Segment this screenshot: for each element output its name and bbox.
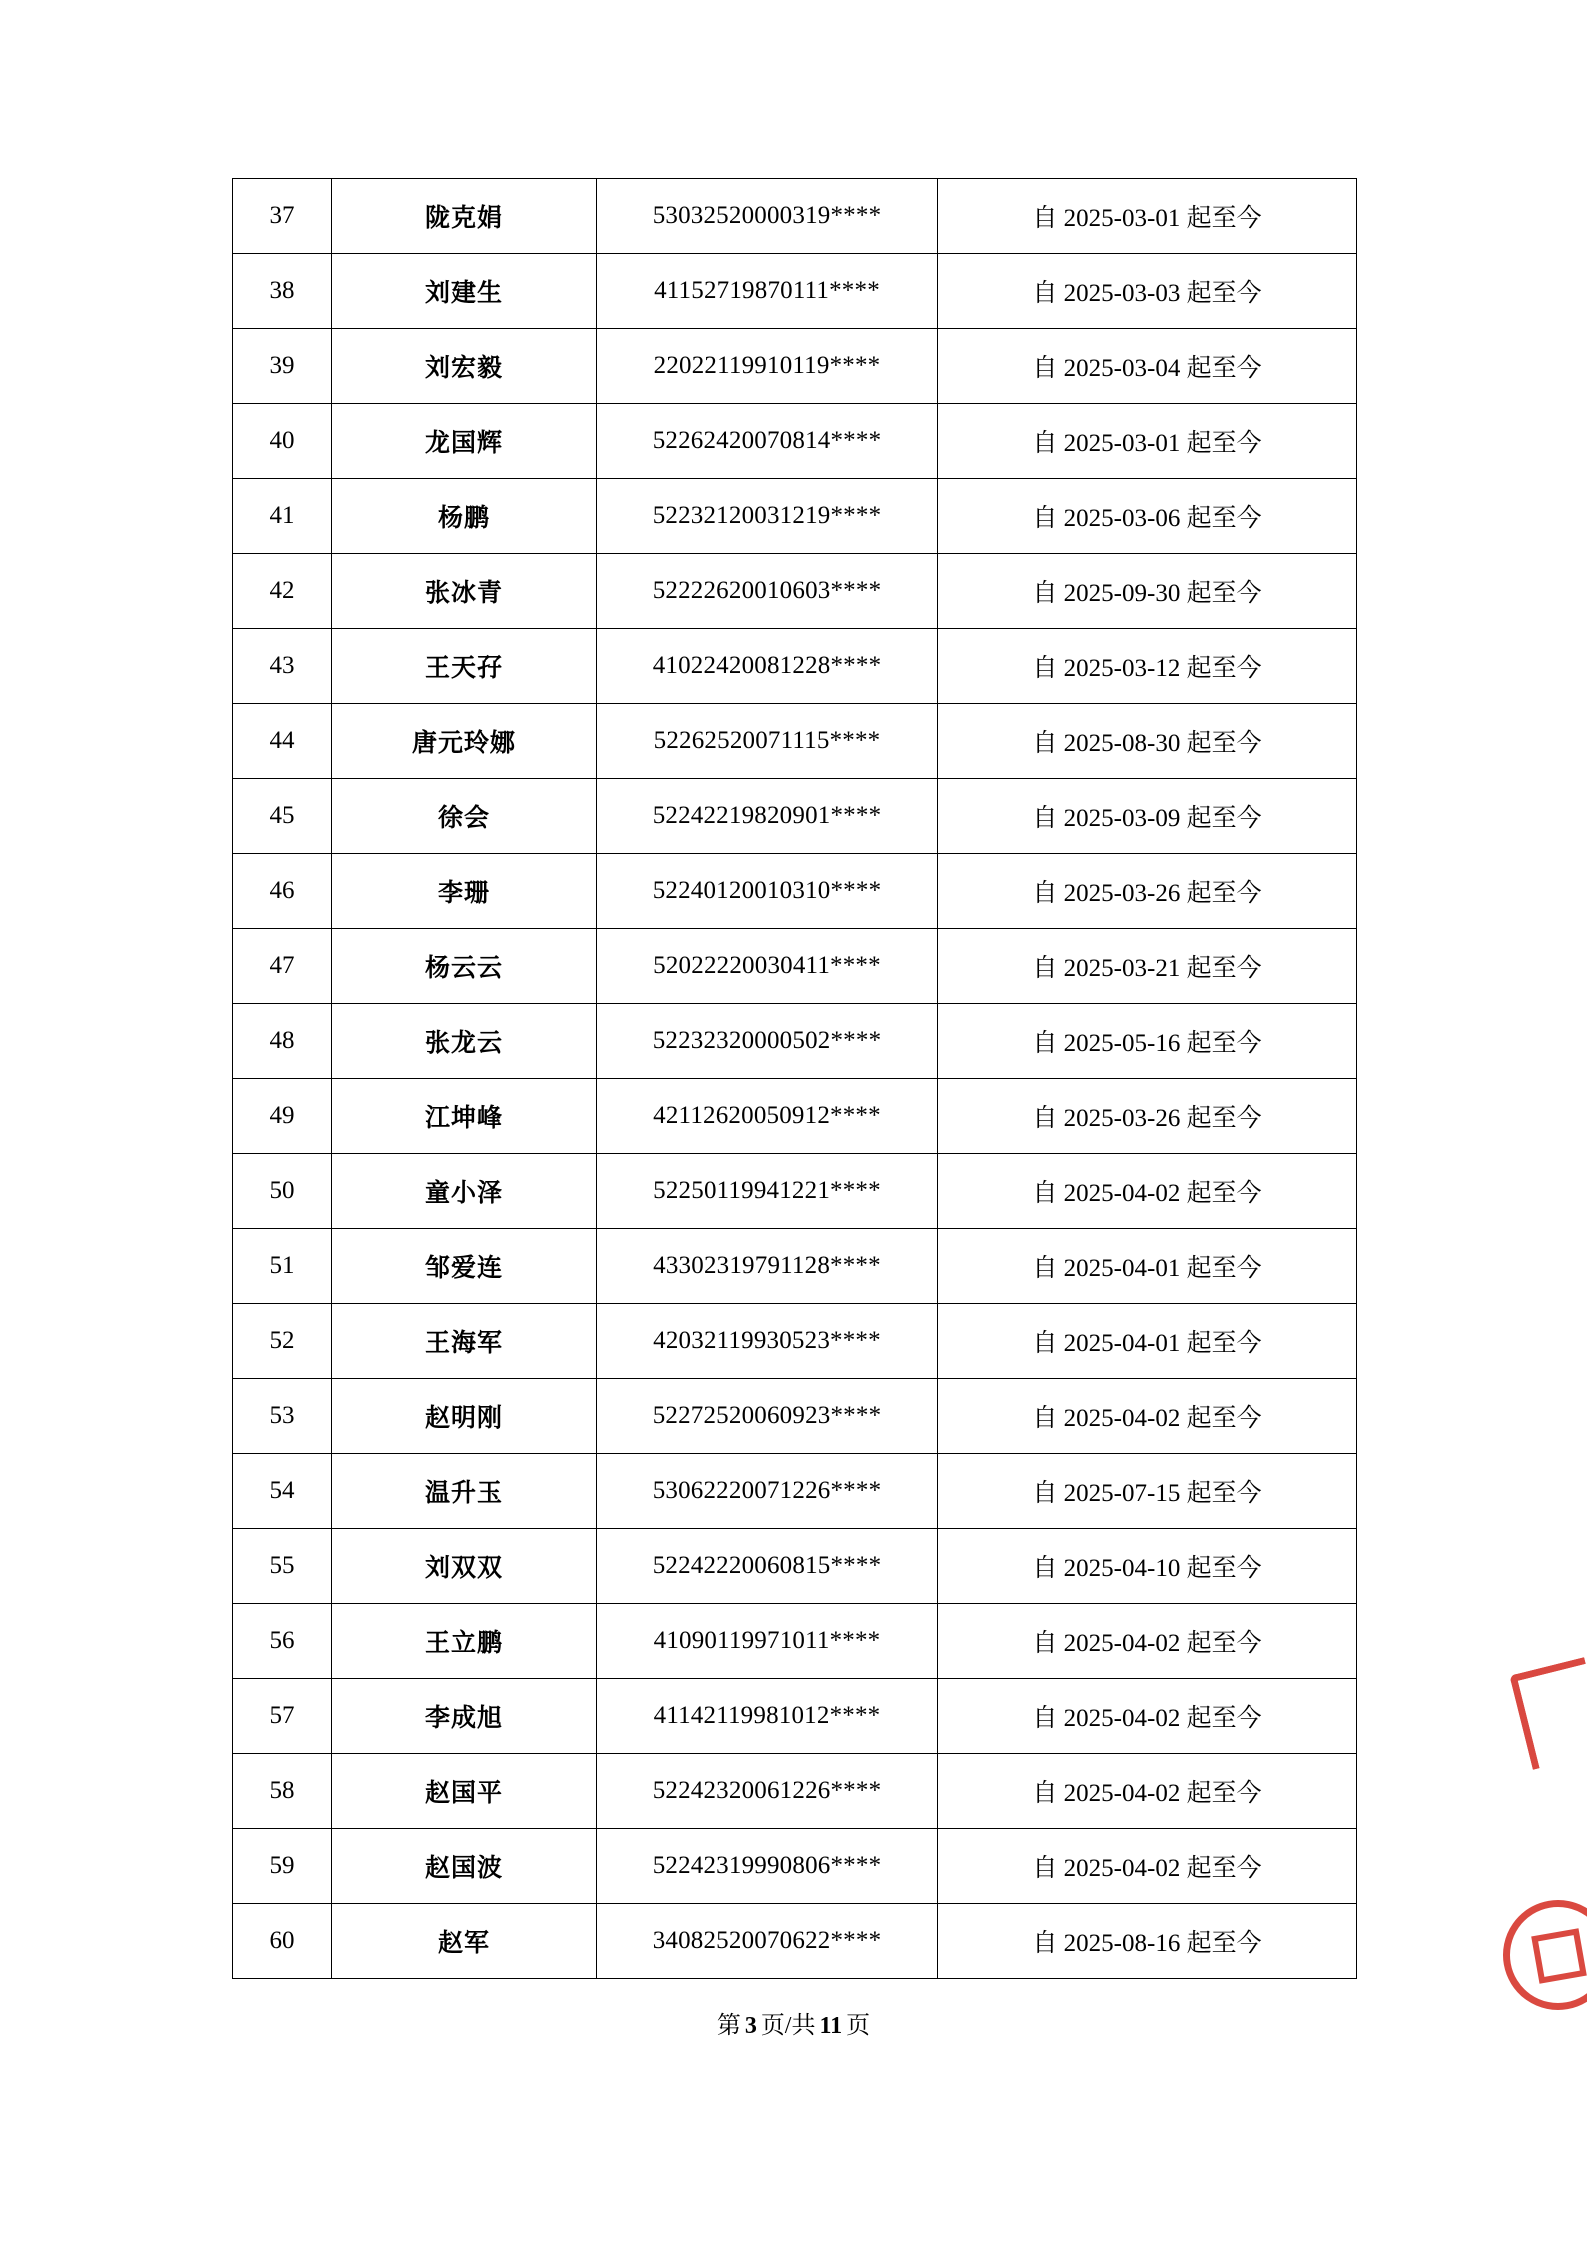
row-index: 53 <box>233 1379 332 1454</box>
row-index: 40 <box>233 404 332 479</box>
row-period-text: 自 2025-04-02 起至今 <box>1032 1630 1262 1657</box>
row-name: 赵国平 <box>332 1754 597 1829</box>
row-period-text: 自 2025-08-16 起至今 <box>1032 1930 1262 1957</box>
row-name: 李珊 <box>332 854 597 929</box>
row-period-text: 自 2025-04-02 起至今 <box>1032 1180 1262 1207</box>
row-index: 50 <box>233 1154 332 1229</box>
row-name: 李成旭 <box>332 1679 597 1754</box>
table-row <box>233 1904 1357 1979</box>
row-period-text: 自 2025-07-15 起至今 <box>1032 1480 1262 1507</box>
row-name: 赵明刚 <box>332 1379 597 1454</box>
row-period-text: 自 2025-03-21 起至今 <box>1032 955 1262 982</box>
row-index: 45 <box>233 779 332 854</box>
row-name: 唐元玲娜 <box>332 704 597 779</box>
row-index: 58 <box>233 1754 332 1829</box>
row-index: 49 <box>233 1079 332 1154</box>
row-name: 刘双双 <box>332 1529 597 1604</box>
row-id-number: 52262420070814**** <box>597 404 938 479</box>
page-footer <box>0 2005 1587 2040</box>
row-period <box>938 1529 1357 1604</box>
table-row <box>233 479 1357 554</box>
row-period <box>938 1304 1357 1379</box>
row-name: 张龙云 <box>332 1004 597 1079</box>
row-period-text: 自 2025-03-01 起至今 <box>1032 205 1262 232</box>
row-period <box>938 1904 1357 1979</box>
row-index: 47 <box>233 929 332 1004</box>
row-name: 王立鹏 <box>332 1604 597 1679</box>
row-id-number: 41022420081228**** <box>597 629 938 704</box>
row-index: 44 <box>233 704 332 779</box>
row-index: 57 <box>233 1679 332 1754</box>
row-period <box>938 1454 1357 1529</box>
row-name: 杨云云 <box>332 929 597 1004</box>
row-index: 37 <box>233 179 332 254</box>
row-name: 徐会 <box>332 779 597 854</box>
row-id-number: 43302319791128**** <box>597 1229 938 1304</box>
row-name: 江坤峰 <box>332 1079 597 1154</box>
row-id-number: 52242320061226**** <box>597 1754 938 1829</box>
table-row <box>233 1379 1357 1454</box>
row-name: 陇克娟 <box>332 179 597 254</box>
row-id-number: 53032520000319**** <box>597 179 938 254</box>
footer-prefix: 第 <box>716 2013 741 2039</box>
row-id-number: 41090119971011**** <box>597 1604 938 1679</box>
row-period-text: 自 2025-03-26 起至今 <box>1032 880 1262 907</box>
footer-total-pages: 11 <box>819 2013 843 2039</box>
table-row <box>233 1304 1357 1379</box>
table-row <box>233 1679 1357 1754</box>
row-name: 赵军 <box>332 1904 597 1979</box>
row-name: 刘宏毅 <box>332 329 597 404</box>
table-row <box>233 329 1357 404</box>
row-id-number: 53062220071226**** <box>597 1454 938 1529</box>
row-id-number: 52232120031219**** <box>597 479 938 554</box>
arrears-table <box>232 178 1357 1979</box>
row-id-number: 42032119930523**** <box>597 1304 938 1379</box>
row-id-number: 52242220060815**** <box>597 1529 938 1604</box>
table-row <box>233 1529 1357 1604</box>
row-period-text: 自 2025-04-01 起至今 <box>1032 1330 1262 1357</box>
table-row <box>233 179 1357 254</box>
row-period <box>938 1229 1357 1304</box>
row-id-number: 41152719870111**** <box>597 254 938 329</box>
row-id-number: 52242219820901**** <box>597 779 938 854</box>
row-index: 59 <box>233 1829 332 1904</box>
row-index: 52 <box>233 1304 332 1379</box>
row-period-text: 自 2025-03-12 起至今 <box>1032 655 1262 682</box>
row-name: 温升玉 <box>332 1454 597 1529</box>
row-id-number: 41142119981012**** <box>597 1679 938 1754</box>
table-row <box>233 1754 1357 1829</box>
row-index: 38 <box>233 254 332 329</box>
row-period-text: 自 2025-03-01 起至今 <box>1032 430 1262 457</box>
table-row <box>233 1154 1357 1229</box>
row-id-number: 34082520070622**** <box>597 1904 938 1979</box>
table-row <box>233 854 1357 929</box>
row-id-number: 52272520060923**** <box>597 1379 938 1454</box>
row-period <box>938 329 1357 404</box>
row-name: 龙国辉 <box>332 404 597 479</box>
table-row <box>233 1829 1357 1904</box>
row-period <box>938 479 1357 554</box>
row-period <box>938 554 1357 629</box>
table-row <box>233 1604 1357 1679</box>
row-index: 42 <box>233 554 332 629</box>
row-period-text: 自 2025-03-03 起至今 <box>1032 280 1262 307</box>
row-period-text: 自 2025-03-09 起至今 <box>1032 805 1262 832</box>
row-period-text: 自 2025-04-10 起至今 <box>1032 1555 1262 1582</box>
row-period <box>938 1679 1357 1754</box>
row-period-text: 自 2025-04-02 起至今 <box>1032 1405 1262 1432</box>
row-name: 王天孖 <box>332 629 597 704</box>
arrears-table-container <box>232 178 1352 1979</box>
table-row <box>233 1079 1357 1154</box>
table-row <box>233 254 1357 329</box>
seal-fragment-icon <box>1509 1657 1587 1770</box>
row-period-text: 自 2025-03-06 起至今 <box>1032 505 1262 532</box>
row-name: 杨鹏 <box>332 479 597 554</box>
seal-square-icon <box>1531 1928 1587 1984</box>
row-index: 41 <box>233 479 332 554</box>
row-period <box>938 254 1357 329</box>
row-id-number: 42112620050912**** <box>597 1079 938 1154</box>
seal-circle-icon <box>1494 1891 1587 2018</box>
row-index: 48 <box>233 1004 332 1079</box>
table-row <box>233 554 1357 629</box>
row-period <box>938 404 1357 479</box>
row-period <box>938 1004 1357 1079</box>
row-period-text: 自 2025-04-02 起至今 <box>1032 1780 1262 1807</box>
row-id-number: 52240120010310**** <box>597 854 938 929</box>
row-index: 56 <box>233 1604 332 1679</box>
row-id-number: 52242319990806**** <box>597 1829 938 1904</box>
row-period-text: 自 2025-05-16 起至今 <box>1032 1030 1262 1057</box>
row-id-number: 52222620010603**** <box>597 554 938 629</box>
row-id-number: 22022119910119**** <box>597 329 938 404</box>
row-index: 46 <box>233 854 332 929</box>
row-index: 43 <box>233 629 332 704</box>
row-index: 39 <box>233 329 332 404</box>
row-name: 张冰青 <box>332 554 597 629</box>
row-period <box>938 929 1357 1004</box>
row-index: 55 <box>233 1529 332 1604</box>
table-row <box>233 1004 1357 1079</box>
table-row <box>233 629 1357 704</box>
footer-middle: 页/共 <box>760 2013 816 2039</box>
row-id-number: 52250119941221**** <box>597 1154 938 1229</box>
footer-current-page: 3 <box>744 2013 757 2039</box>
row-period-text: 自 2025-04-02 起至今 <box>1032 1855 1262 1882</box>
row-name: 王海军 <box>332 1304 597 1379</box>
row-name: 童小泽 <box>332 1154 597 1229</box>
row-period-text: 自 2025-09-30 起至今 <box>1032 580 1262 607</box>
table-row <box>233 704 1357 779</box>
row-period-text: 自 2025-04-02 起至今 <box>1032 1705 1262 1732</box>
table-body <box>233 179 1357 1979</box>
table-row <box>233 929 1357 1004</box>
row-period <box>938 1754 1357 1829</box>
row-period-text: 自 2025-03-26 起至今 <box>1032 1105 1262 1132</box>
row-period <box>938 629 1357 704</box>
row-name: 邹爱连 <box>332 1229 597 1304</box>
table-row <box>233 1454 1357 1529</box>
row-id-number: 52232320000502**** <box>597 1004 938 1079</box>
row-id-number: 52022220030411**** <box>597 929 938 1004</box>
row-period <box>938 179 1357 254</box>
row-index: 51 <box>233 1229 332 1304</box>
row-period <box>938 1604 1357 1679</box>
row-period <box>938 1379 1357 1454</box>
table-row <box>233 404 1357 479</box>
row-name: 刘建生 <box>332 254 597 329</box>
row-period <box>938 779 1357 854</box>
row-period-text: 自 2025-04-01 起至今 <box>1032 1255 1262 1282</box>
table-row <box>233 1229 1357 1304</box>
row-index: 54 <box>233 1454 332 1529</box>
row-period <box>938 704 1357 779</box>
row-index: 60 <box>233 1904 332 1979</box>
row-period <box>938 1829 1357 1904</box>
row-period <box>938 1079 1357 1154</box>
footer-suffix: 页 <box>846 2013 871 2039</box>
row-period-text: 自 2025-03-04 起至今 <box>1032 355 1262 382</box>
row-period-text: 自 2025-08-30 起至今 <box>1032 730 1262 757</box>
row-name: 赵国波 <box>332 1829 597 1904</box>
row-period <box>938 1154 1357 1229</box>
table-row <box>233 779 1357 854</box>
row-id-number: 52262520071115**** <box>597 704 938 779</box>
row-period <box>938 854 1357 929</box>
